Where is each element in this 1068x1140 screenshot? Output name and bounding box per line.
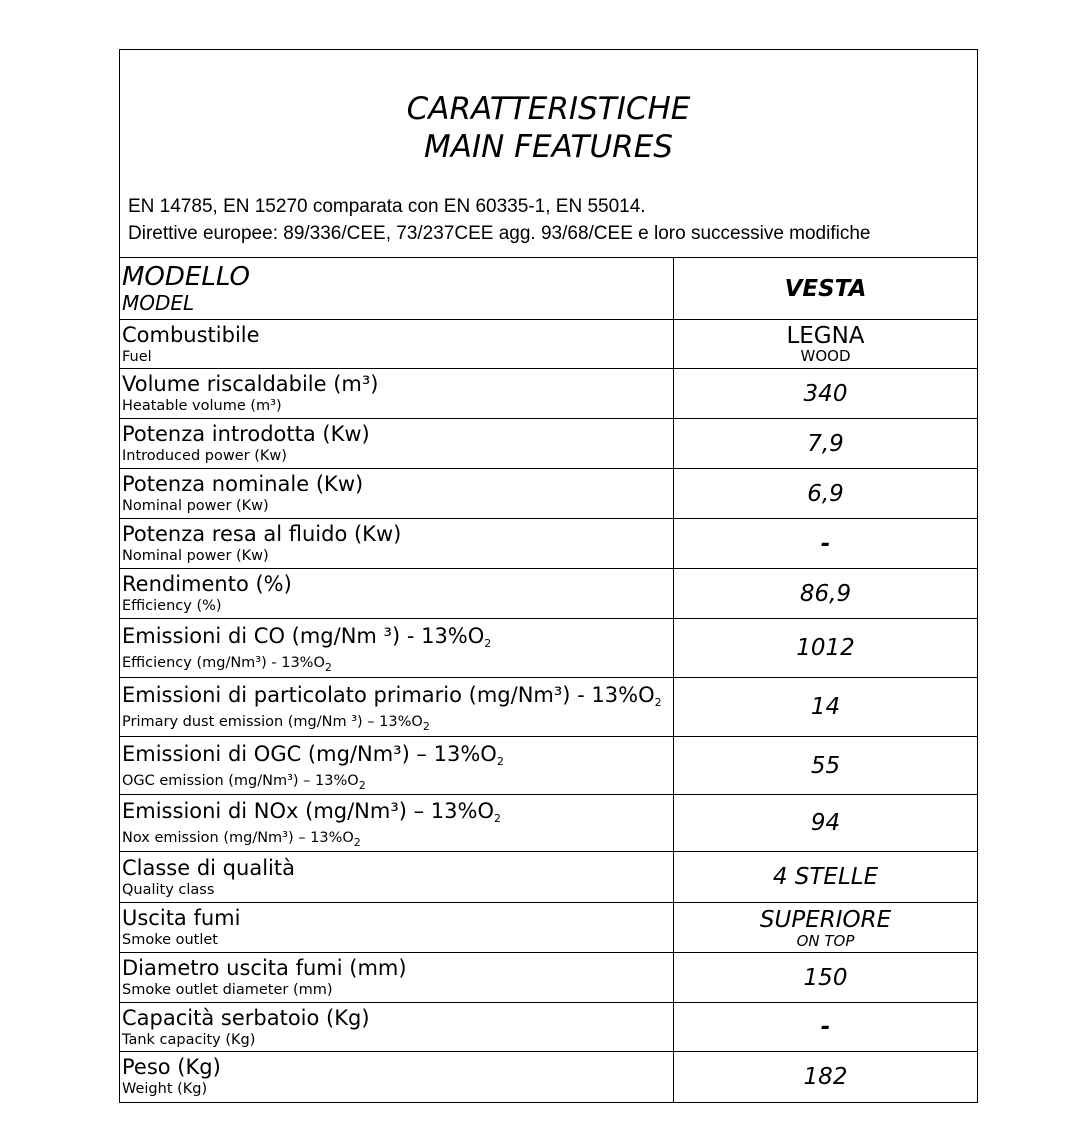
row-value: LEGNA [786, 323, 865, 349]
row-label-it: Emissioni di particolato primario $(mg/Nm^3) - 13\%O_2$ [122, 683, 662, 709]
row-value: SUPERIORE [759, 906, 892, 933]
table-row [120, 678, 977, 737]
row-value: 1012 [796, 635, 855, 661]
model-label-it: MODELLO [122, 261, 250, 292]
row-value: 55 [810, 752, 841, 779]
table-row [120, 795, 977, 852]
row-value: 150 [803, 964, 848, 991]
features-table [120, 257, 977, 1102]
row-label-en: Weight (Kg) [122, 1081, 208, 1098]
table-row [120, 1003, 977, 1052]
subscript: 2 [324, 661, 332, 674]
row-label-en: Tank capacity (Kg) [122, 1031, 256, 1048]
row-value: 86,9 [799, 580, 852, 607]
row-label-it: Emissioni di OGC $(mg/Nm^3) - 13\%O_2$ [122, 741, 504, 768]
row-label-en: Nominal power (Kw) [122, 498, 269, 514]
table-row [120, 519, 977, 569]
subscript: 2 [494, 812, 502, 825]
model-label-cell [120, 258, 674, 320]
row-value: - [820, 1014, 831, 1040]
row-label-en: Smoke outlet [122, 932, 218, 948]
table-row [120, 569, 977, 619]
table-row [120, 903, 977, 953]
row-label-en: Introduced power (Kw) [122, 448, 287, 464]
row-value: 340 [803, 380, 848, 407]
model-value-cell [674, 258, 978, 320]
row-label-it: Potenza nominale (Kw) [122, 472, 364, 496]
features-sheet [119, 49, 978, 1103]
row-label-en: Quality class [122, 881, 215, 898]
row-label-en: Primary dust emission (mg/Nm $^3) - 13\%O_2$ [122, 714, 430, 733]
table-row [120, 469, 977, 519]
subscript: 2 [358, 778, 366, 792]
row-label-it: Potenza resa al fluido (Kw) [122, 522, 402, 546]
title-english: MAIN FEATURES [424, 129, 673, 165]
row-label-en: Efficiency (%) [122, 598, 222, 614]
row-label-en: Smoke outlet diameter (mm) [122, 982, 333, 998]
row-label-it: Diametro uscita fumi (mm) [122, 956, 407, 980]
directives-text: Direttive europee: 89/336/CEE, 73/237CEE agg. 93/68/CEE e loro successive modifiche [128, 223, 871, 244]
model-row [120, 258, 977, 320]
row-label-it: Peso (Kg) [122, 1055, 221, 1080]
table-row [120, 737, 977, 795]
standards-text: EN 14785, EN 15270 comparata con EN 60335-1, EN 55014. [128, 196, 646, 217]
row-label-it: Emissioni di NOx $(mg/Nm^3) - 13\%O_2$ [122, 799, 502, 825]
row-label-it: Classe di qualità [122, 855, 295, 880]
row-value: - [820, 530, 831, 557]
features-rows [120, 320, 977, 1102]
row-value: 6,9 [807, 480, 844, 507]
row-label-en: Efficiency $(mg/Nm^3) - 13\%O_2$ [122, 655, 332, 674]
row-value-sub: WOOD [800, 347, 851, 365]
table-row [120, 419, 977, 469]
row-value: 7,9 [807, 430, 844, 457]
table-row [120, 1052, 977, 1102]
row-label-en: Nominal power (Kw) [122, 548, 269, 564]
subscript: 2 [496, 754, 504, 768]
subscript: 2 [353, 836, 361, 849]
row-label-it: Rendimento (%) [122, 572, 292, 596]
row-label-en: OGC emission $(mg/Nm^3) - 13\%O_2$ [122, 772, 366, 792]
subscript: 2 [654, 696, 662, 709]
table-row [120, 953, 977, 1003]
row-label-it: Capacità serbatoio (Kg) [122, 1005, 370, 1030]
sheet-header [120, 50, 977, 257]
row-label-it: Uscita fumi [122, 906, 241, 930]
row-value: 182 [803, 1063, 848, 1090]
title-italian: CARATTERISTICHE [406, 91, 691, 127]
table-row [120, 369, 977, 419]
row-label-it: Potenza introdotta (Kw) [122, 422, 370, 446]
table-row [120, 619, 977, 678]
subscript: 2 [484, 637, 492, 650]
model-label-en: MODEL [122, 290, 195, 315]
row-label-en: Fuel [122, 348, 152, 365]
row-label-it: Emissioni di CO (mg/Nm $^3) - 13\%O_2$ [122, 624, 492, 650]
model-value: VESTA [784, 275, 867, 302]
row-value: 94 [810, 810, 841, 836]
row-value: 4 STELLE [772, 864, 879, 890]
row-value: 14 [810, 694, 841, 720]
row-label-it: Volume riscaldabile (m³) [122, 372, 379, 396]
row-label-en: Nox emission $(mg/Nm^3) - 13\%O_2$ [122, 830, 361, 849]
row-value-sub: ON TOP [796, 931, 855, 950]
subscript: 2 [422, 720, 430, 733]
row-label-en: Heatable volume (m³) [122, 398, 282, 414]
table-row [120, 852, 977, 903]
row-label-it: Combustibile [122, 322, 260, 347]
table-row [120, 320, 977, 369]
